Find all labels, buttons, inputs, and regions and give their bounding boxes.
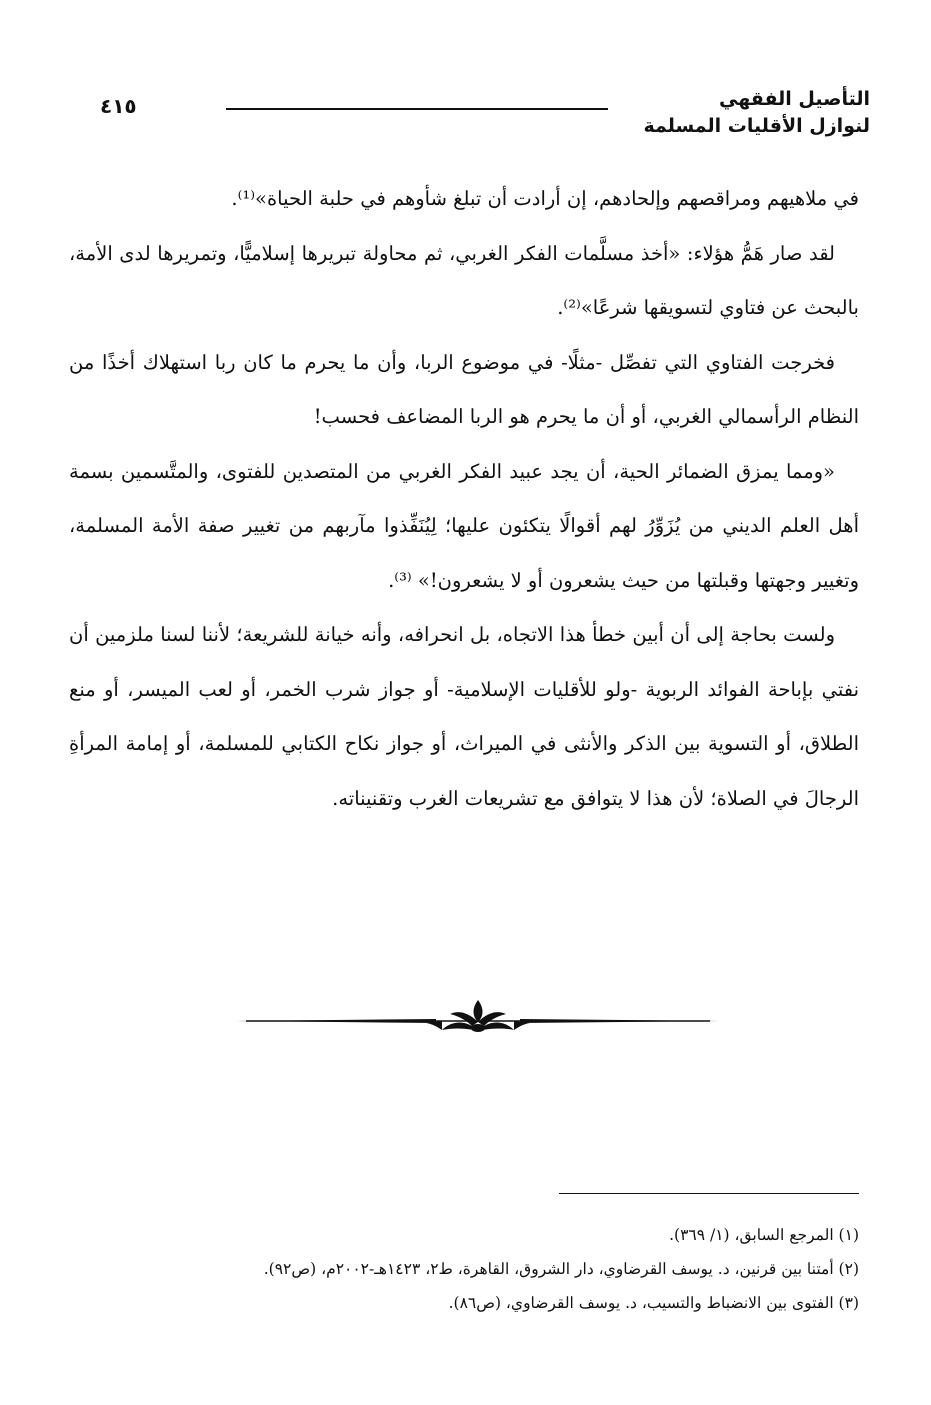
floral-divider-icon [236,990,720,1050]
footnote-1: (١) المرجع السابق، (١/ ٣٦٩). [669,1226,859,1244]
running-header [90,80,870,150]
paragraph-5: ولست بحاجة إلى أن أبين خطأ هذا الاتجاه، بل انحرافه، وأنه خيانة للشريعة؛ لأننا لسنا ملزمين أن نفتي بإباحة الفوائد الربوية -ولو للأقليات الإسلامية- أو جواز شرب الخمر، أو لعب الميسر، أو منع الطلاق، أو التسوية بين الذكر والأنثى في الميراث، أو جواز نكاح الكتابي للمسلمة، أو إمامة المرأةِ الرجالَ في الصلاة؛ لأن هذا لا يتوافق مع تشريعات الغرب وتقنيناته. [69,623,859,810]
footnote-3: (٣) الفتوى بين الانضباط والتسيب، د. يوسف القرضاوي، (ص٨٦). [448,1294,859,1312]
paragraph-4: «ومما يمزق الضمائر الحية، أن يجد عبيد الفكر الغربي من المتصدين للفتوى، والمتَّسمين بسمة أهل العلم الديني من يُزَوِّرُ لهم أقوالًا يتكئون عليها؛ لِيُنَفِّذوا مآربهم من تغيير صفة الأمة المسلمة، وتغيير وجهتها وقبلتها من حيث يشعرون أو لا يشعرون!» ⁽³⁾. [69,459,859,592]
header-rule [226,108,608,110]
footnote-2: (٢) أمتنا بين قرنين، د. يوسف القرضاوي، دار الشروق، القاهرة، ط٢، ١٤٢٣هـ-٢٠٠٢م، (ص٩٢). [263,1260,859,1278]
paragraph-2: لقد صار هَمُّ هؤلاء: «أخذ مسلَّمات الفكر الغربي، ثم محاولة تبريرها إسلاميًّا، وتمريرها لدى الأمة، بالبحث عن فتاوي لتسويقها شرعًا»⁽²⁾. [69,241,859,319]
running-header-title [643,86,870,140]
footnotes [69,1218,859,1320]
paragraph-1: في ملاهيهم ومراقصهم وإلحادهم، إن أرادت أن تبلغ شأوهم في حلبة الحياة»⁽¹⁾. [231,187,859,210]
paragraph-3: فخرجت الفتاوي التي تفصِّل -مثلًا- في موضوع الربا، وأن ما يحرم ما كان ربا استهلاك أخذًا من النظام الرأسمالي الغربي، أو أن ما يحرم هو الربا المضاعف فحسب! [69,350,859,428]
header-title-line2: لنوازل الأقليات المسلمة [643,115,870,137]
footnote-separator [559,1193,859,1194]
body-text [69,172,859,826]
header-title-line1: التأصيل الفقهي [719,88,870,110]
page-number: ٤١٥ [100,94,137,118]
